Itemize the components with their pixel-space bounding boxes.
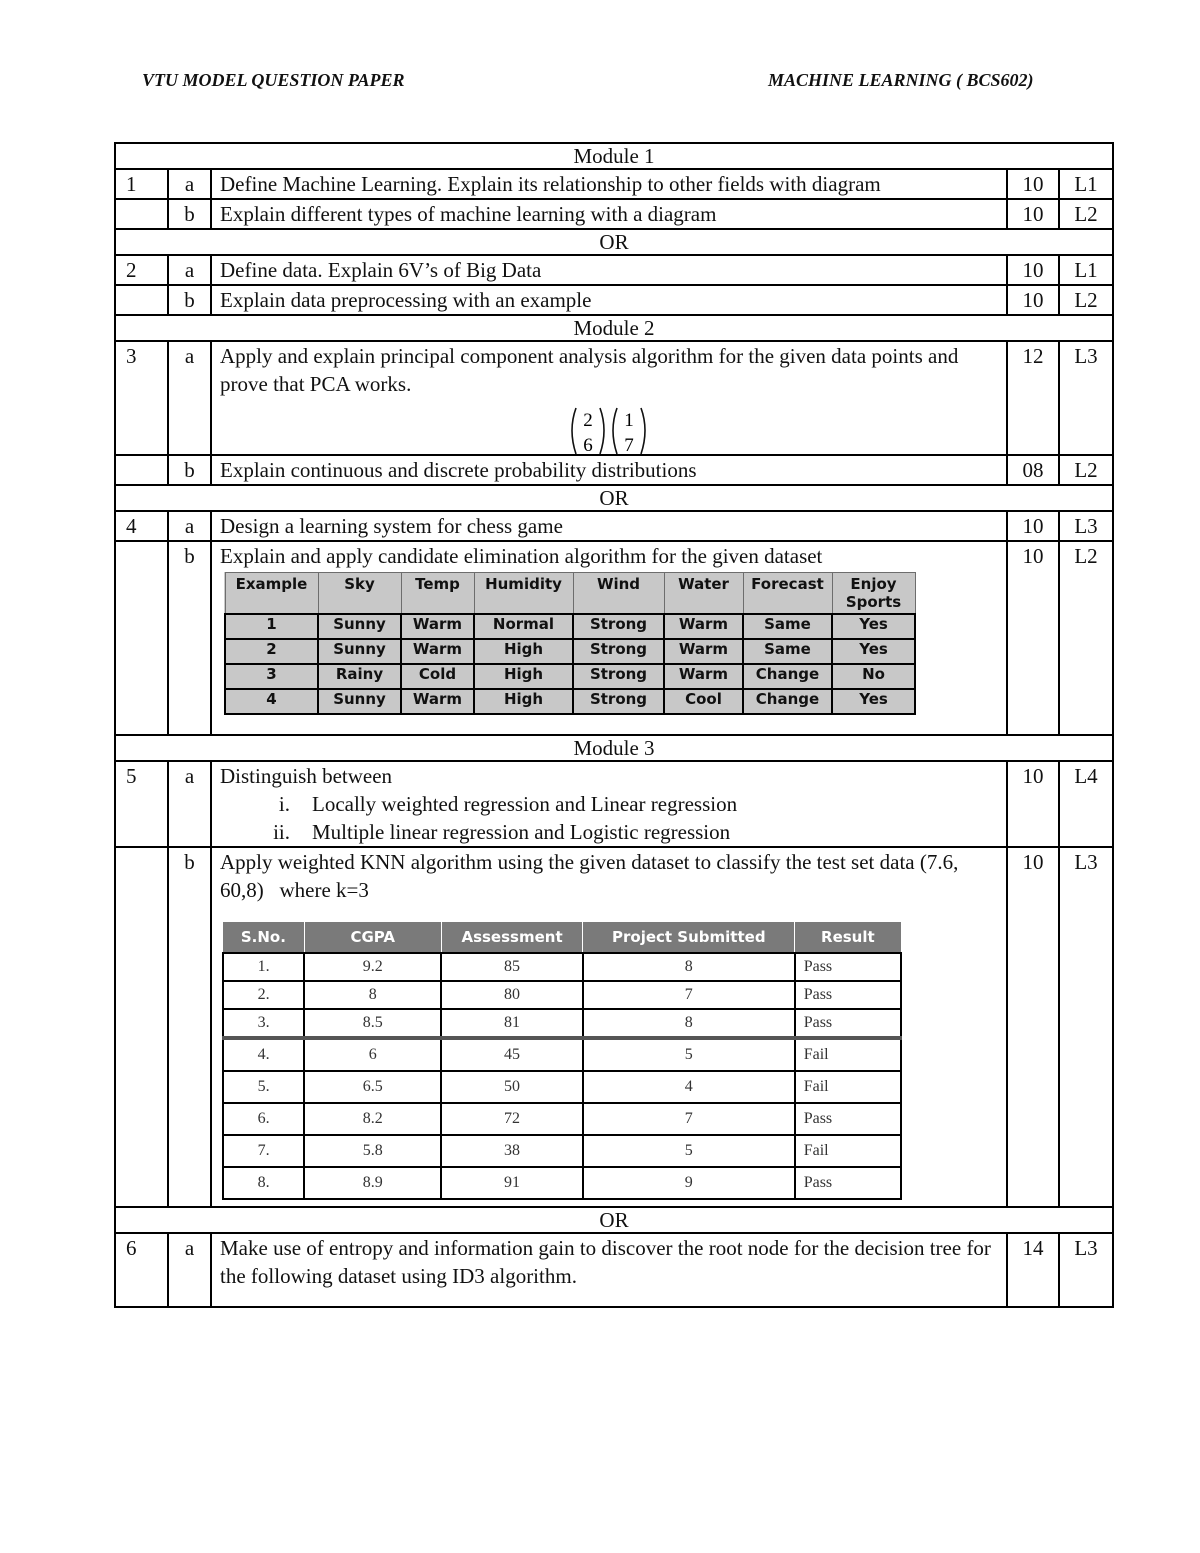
question-paper-table <box>114 142 1114 1308</box>
table-cell: High <box>474 689 573 714</box>
or-separator: OR <box>115 229 1113 255</box>
column-header: Humidity <box>474 573 573 615</box>
table-cell: Strong <box>573 664 664 689</box>
question-marks: 10 <box>1007 847 1059 1207</box>
table-cell: Pass <box>795 1103 901 1135</box>
table-cell: Sunny <box>318 639 401 664</box>
question-part: a <box>168 255 211 285</box>
table-cell: 80 <box>441 981 583 1009</box>
table-cell: Sunny <box>318 689 401 714</box>
question-row <box>115 511 1113 541</box>
question-number: 5 <box>115 761 168 847</box>
question-cell <box>211 341 1007 455</box>
question-row <box>115 847 1113 1207</box>
question-marks: 10 <box>1007 285 1059 315</box>
table-cell: 6. <box>223 1103 304 1135</box>
table-cell: 8.5 <box>304 1009 441 1038</box>
table-cell: Yes <box>832 614 915 639</box>
question-row <box>115 341 1113 455</box>
header-left-title: VTU MODEL QUESTION PAPER <box>142 70 405 90</box>
table-cell: Change <box>743 664 832 689</box>
table-cell: Warm <box>401 614 474 639</box>
table-row <box>223 1135 901 1167</box>
table-cell: 4 <box>583 1071 795 1103</box>
or-separator: OR <box>115 485 1113 511</box>
question-part: b <box>168 199 211 229</box>
list-item-number: i. <box>278 792 290 816</box>
question-marks: 10 <box>1007 169 1059 199</box>
question-level: L1 <box>1059 255 1113 285</box>
table-cell: 7 <box>583 981 795 1009</box>
question-part: b <box>168 847 211 1207</box>
question-level: L2 <box>1059 199 1113 229</box>
table-cell: 1. <box>223 953 304 981</box>
table-cell: Warm <box>664 639 743 664</box>
question-marks: 14 <box>1007 1233 1059 1307</box>
table-cell: No <box>832 664 915 689</box>
question-part: a <box>168 511 211 541</box>
table-cell: Warm <box>664 614 743 639</box>
column-header: Temp <box>401 573 474 615</box>
question-part: b <box>168 455 211 485</box>
table-cell: Strong <box>573 689 664 714</box>
column-header: Assessment <box>441 922 583 953</box>
table-cell: Fail <box>795 1135 901 1167</box>
table-cell: 9.2 <box>304 953 441 981</box>
knn-dataset-table <box>222 922 902 1200</box>
table-cell: 2. <box>223 981 304 1009</box>
table-cell: Fail <box>795 1038 901 1071</box>
question-level: L3 <box>1059 1233 1113 1307</box>
table-cell: 8 <box>304 981 441 1009</box>
table-cell: 8. <box>223 1167 304 1199</box>
table-cell: 85 <box>441 953 583 981</box>
table-cell: Rainy <box>318 664 401 689</box>
question-level: L1 <box>1059 169 1113 199</box>
question-text: Apply and explain principal component analysis algorithm for the given data points and prove that PCA works. <box>220 344 959 396</box>
question-level: L3 <box>1059 511 1113 541</box>
list-item <box>220 790 998 818</box>
question-part: a <box>168 341 211 455</box>
question-row <box>115 1233 1113 1307</box>
table-cell: Strong <box>573 614 664 639</box>
table-cell: Pass <box>795 1009 901 1038</box>
table-row <box>223 1009 901 1038</box>
table-row <box>225 689 915 714</box>
table-cell: Warm <box>401 689 474 714</box>
column-header: Result <box>795 922 901 953</box>
table-cell: 1 <box>225 614 318 639</box>
question-part: b <box>168 541 211 735</box>
table-row <box>223 1167 901 1199</box>
table-cell: 6 <box>304 1038 441 1071</box>
question-part: a <box>168 169 211 199</box>
table-cell: 50 <box>441 1071 583 1103</box>
table-cell: 6.5 <box>304 1071 441 1103</box>
table-cell: Change <box>743 689 832 714</box>
question-text: Define data. Explain 6V’s of Big Data <box>211 255 1007 285</box>
table-cell: 8.2 <box>304 1103 441 1135</box>
list-item-text: Multiple linear regression and Logistic regression <box>312 820 731 844</box>
question-marks: 10 <box>1007 761 1059 847</box>
table-cell: Strong <box>573 639 664 664</box>
table-cell: 2 <box>225 639 318 664</box>
question-text: Design a learning system for chess game <box>211 511 1007 541</box>
table-cell: 7. <box>223 1135 304 1167</box>
vector-2-top: 1 <box>624 410 634 431</box>
question-marks: 10 <box>1007 511 1059 541</box>
table-cell: 7 <box>583 1103 795 1135</box>
list-item-text: Locally weighted regression and Linear regression <box>312 792 738 816</box>
table-cell: 45 <box>441 1038 583 1071</box>
table-cell: 91 <box>441 1167 583 1199</box>
table-row <box>223 1071 901 1103</box>
table-cell: 8 <box>583 1009 795 1038</box>
question-text: Distinguish between <box>220 764 393 788</box>
question-number: 1 <box>115 169 168 199</box>
column-header: S.No. <box>223 922 304 953</box>
table-cell: 3. <box>223 1009 304 1038</box>
table-cell: Pass <box>795 953 901 981</box>
table-cell: 3 <box>225 664 318 689</box>
question-number: 6 <box>115 1233 168 1307</box>
column-vectors <box>567 406 651 456</box>
question-row <box>115 199 1113 229</box>
table-cell: 81 <box>441 1009 583 1038</box>
question-level: L2 <box>1059 541 1113 735</box>
pca-data-points <box>220 406 998 454</box>
module-1-heading: Module 1 <box>115 143 1113 169</box>
question-number: 3 <box>115 341 168 455</box>
vector-2-bottom: 7 <box>624 435 634 456</box>
table-row <box>223 953 901 981</box>
table-row <box>223 1103 901 1135</box>
table-cell: 72 <box>441 1103 583 1135</box>
table-cell: 5 <box>583 1135 795 1167</box>
table-cell: 8.9 <box>304 1167 441 1199</box>
table-cell: High <box>474 639 573 664</box>
column-header: Example <box>225 573 318 615</box>
question-cell <box>211 541 1007 735</box>
question-row <box>115 541 1113 735</box>
table-row <box>225 614 915 639</box>
question-marks: 10 <box>1007 255 1059 285</box>
table-cell: High <box>474 664 573 689</box>
question-text: Define Machine Learning. Explain its relationship to other fields with diagram <box>211 169 1007 199</box>
vector-1-top: 2 <box>583 410 593 431</box>
column-header: Project Submitted <box>583 922 795 953</box>
table-cell: Cold <box>401 664 474 689</box>
question-number: 4 <box>115 511 168 541</box>
column-header: CGPA <box>304 922 441 953</box>
question-number: 2 <box>115 255 168 285</box>
question-row <box>115 455 1113 485</box>
question-part: a <box>168 1233 211 1307</box>
question-row <box>115 169 1113 199</box>
table-cell: Fail <box>795 1071 901 1103</box>
question-text: Make use of entropy and information gain to discover the root node for the decision tree for the following dataset using ID3 algorithm. <box>211 1233 1007 1307</box>
question-level: L3 <box>1059 847 1113 1207</box>
table-cell: 8 <box>583 953 795 981</box>
candidate-elimination-dataset <box>224 572 916 715</box>
question-cell <box>211 761 1007 847</box>
table-cell: Yes <box>832 689 915 714</box>
table-cell: 4. <box>223 1038 304 1071</box>
table-cell: Same <box>743 639 832 664</box>
question-part: a <box>168 761 211 847</box>
question-marks: 10 <box>1007 199 1059 229</box>
table-cell: 5 <box>583 1038 795 1071</box>
vector-1-bottom: 6 <box>583 435 593 456</box>
question-marks: 12 <box>1007 341 1059 455</box>
question-level: L4 <box>1059 761 1113 847</box>
module-2-heading: Module 2 <box>115 315 1113 341</box>
column-header: Wind <box>573 573 664 615</box>
question-row <box>115 285 1113 315</box>
question-part: b <box>168 285 211 315</box>
question-text: Apply weighted KNN algorithm using the given dataset to classify the test set data (7.6, 60,8) where k=3 <box>220 850 964 902</box>
table-cell: Warm <box>664 664 743 689</box>
table-cell: 5. <box>223 1071 304 1103</box>
question-text: Explain data preprocessing with an example <box>211 285 1007 315</box>
table-row <box>225 639 915 664</box>
table-cell: Pass <box>795 981 901 1009</box>
table-cell: Pass <box>795 1167 901 1199</box>
question-row <box>115 255 1113 285</box>
question-level: L3 <box>1059 341 1113 455</box>
table-row <box>223 1038 901 1071</box>
column-header: Water <box>664 573 743 615</box>
column-header: Forecast <box>743 573 832 615</box>
question-row <box>115 761 1113 847</box>
header-right-title: MACHINE LEARNING ( BCS602) <box>768 70 1034 90</box>
or-separator: OR <box>115 1207 1113 1233</box>
question-level: L2 <box>1059 455 1113 485</box>
table-cell: 4 <box>225 689 318 714</box>
list-item-number: ii. <box>273 820 290 844</box>
table-cell: Same <box>743 614 832 639</box>
table-cell: Yes <box>832 639 915 664</box>
table-row <box>223 981 901 1009</box>
list-item <box>220 818 998 846</box>
question-cell <box>211 847 1007 1207</box>
comparison-list <box>220 790 998 846</box>
module-3-heading: Module 3 <box>115 735 1113 761</box>
question-text: Explain and apply candidate elimination algorithm for the given dataset <box>220 544 823 568</box>
table-cell: 9 <box>583 1167 795 1199</box>
question-text: Explain different types of machine learning with a diagram <box>211 199 1007 229</box>
table-cell: Sunny <box>318 614 401 639</box>
table-cell: 5.8 <box>304 1135 441 1167</box>
table-cell: Warm <box>401 639 474 664</box>
table-row <box>225 664 915 689</box>
question-text: Explain continuous and discrete probability distributions <box>211 455 1007 485</box>
column-header: Sky <box>318 573 401 615</box>
question-level: L2 <box>1059 285 1113 315</box>
table-cell: Cool <box>664 689 743 714</box>
question-marks: 10 <box>1007 541 1059 735</box>
table-cell: 38 <box>441 1135 583 1167</box>
table-cell: Normal <box>474 614 573 639</box>
column-header: Enjoy Sports <box>832 573 915 615</box>
question-marks: 08 <box>1007 455 1059 485</box>
